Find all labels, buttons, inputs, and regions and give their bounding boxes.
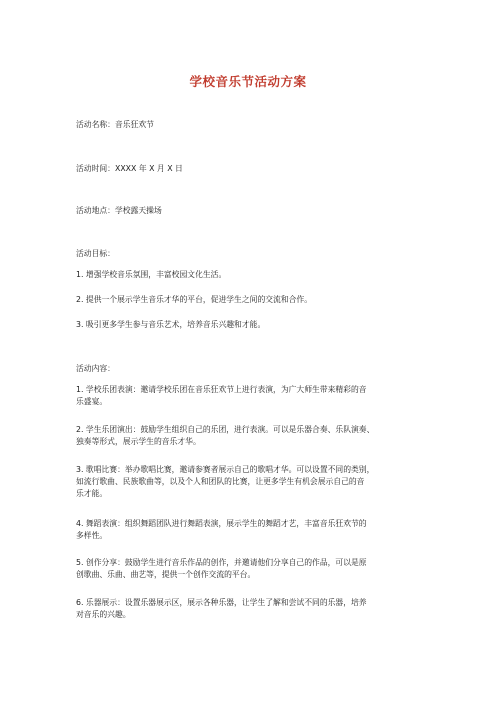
content-line: 3. 歌唱比赛：举办歌唱比赛，邀请参赛者展示自己的歌唱才华。可以设置不同的类别，	[76, 465, 375, 474]
activity-name: 活动名称：音乐狂欢节	[76, 120, 154, 129]
content-line: 独奏等形式，展示学生的音乐才华。	[76, 437, 201, 446]
content-line: 如流行歌曲、民族歌曲等，以及个人和团队的比赛，让更多学生有机会展示自己的音	[76, 477, 365, 486]
goal-item: 3. 吸引更多学生参与音乐艺术，培养音乐兴趣和才能。	[76, 320, 266, 329]
content-item	[76, 384, 436, 408]
content-line: 6. 乐器展示：设置乐器展示区，展示各种乐器，让学生了解和尝试不同的乐器，培养	[76, 598, 367, 607]
content-line: 2. 学生乐团演出：鼓励学生组织自己的乐团，进行表演。可以是乐器合奏、乐队演奏、	[76, 425, 375, 434]
content-item	[76, 464, 436, 500]
content-line: 多样性。	[76, 531, 108, 540]
document-title: 学校音乐节活动方案	[189, 74, 307, 89]
content-line: 5. 创作分享：鼓励学生进行音乐作品的创作，并邀请他们分享自己的作品，可以是原	[76, 558, 367, 567]
activity-place: 活动地点：学校露天操场	[76, 206, 162, 215]
content-line: 1. 学校乐团表演：邀请学校乐团在音乐狂欢节上进行表演，为广大师生带来精彩的音	[76, 385, 367, 394]
content-line: 创歌曲、乐曲、曲艺等，提供一个创作交流的平台。	[76, 570, 256, 579]
content-line: 对音乐的兴趣。	[76, 610, 131, 619]
content-line: 乐才能。	[76, 489, 108, 498]
goal-item: 1. 增强学校音乐氛围，丰富校园文化生活。	[76, 270, 227, 279]
activity-time: 活动时间：XXXX 年 X 月 X 日	[76, 164, 183, 173]
content-line: 4. 舞蹈表演：组织舞蹈团队进行舞蹈表演，展示学生的舞蹈才艺，丰富音乐狂欢节的	[76, 519, 367, 528]
content-item	[76, 518, 436, 542]
content-item	[76, 557, 436, 581]
content-item	[76, 424, 436, 448]
content-line: 乐盛宴。	[76, 397, 108, 406]
goals-heading: 活动目标：	[76, 249, 115, 258]
goal-item: 2. 提供一个展示学生音乐才华的平台，促进学生之间的交流和合作。	[76, 295, 313, 304]
content-heading: 活动内容：	[76, 364, 115, 373]
content-item	[76, 597, 436, 621]
